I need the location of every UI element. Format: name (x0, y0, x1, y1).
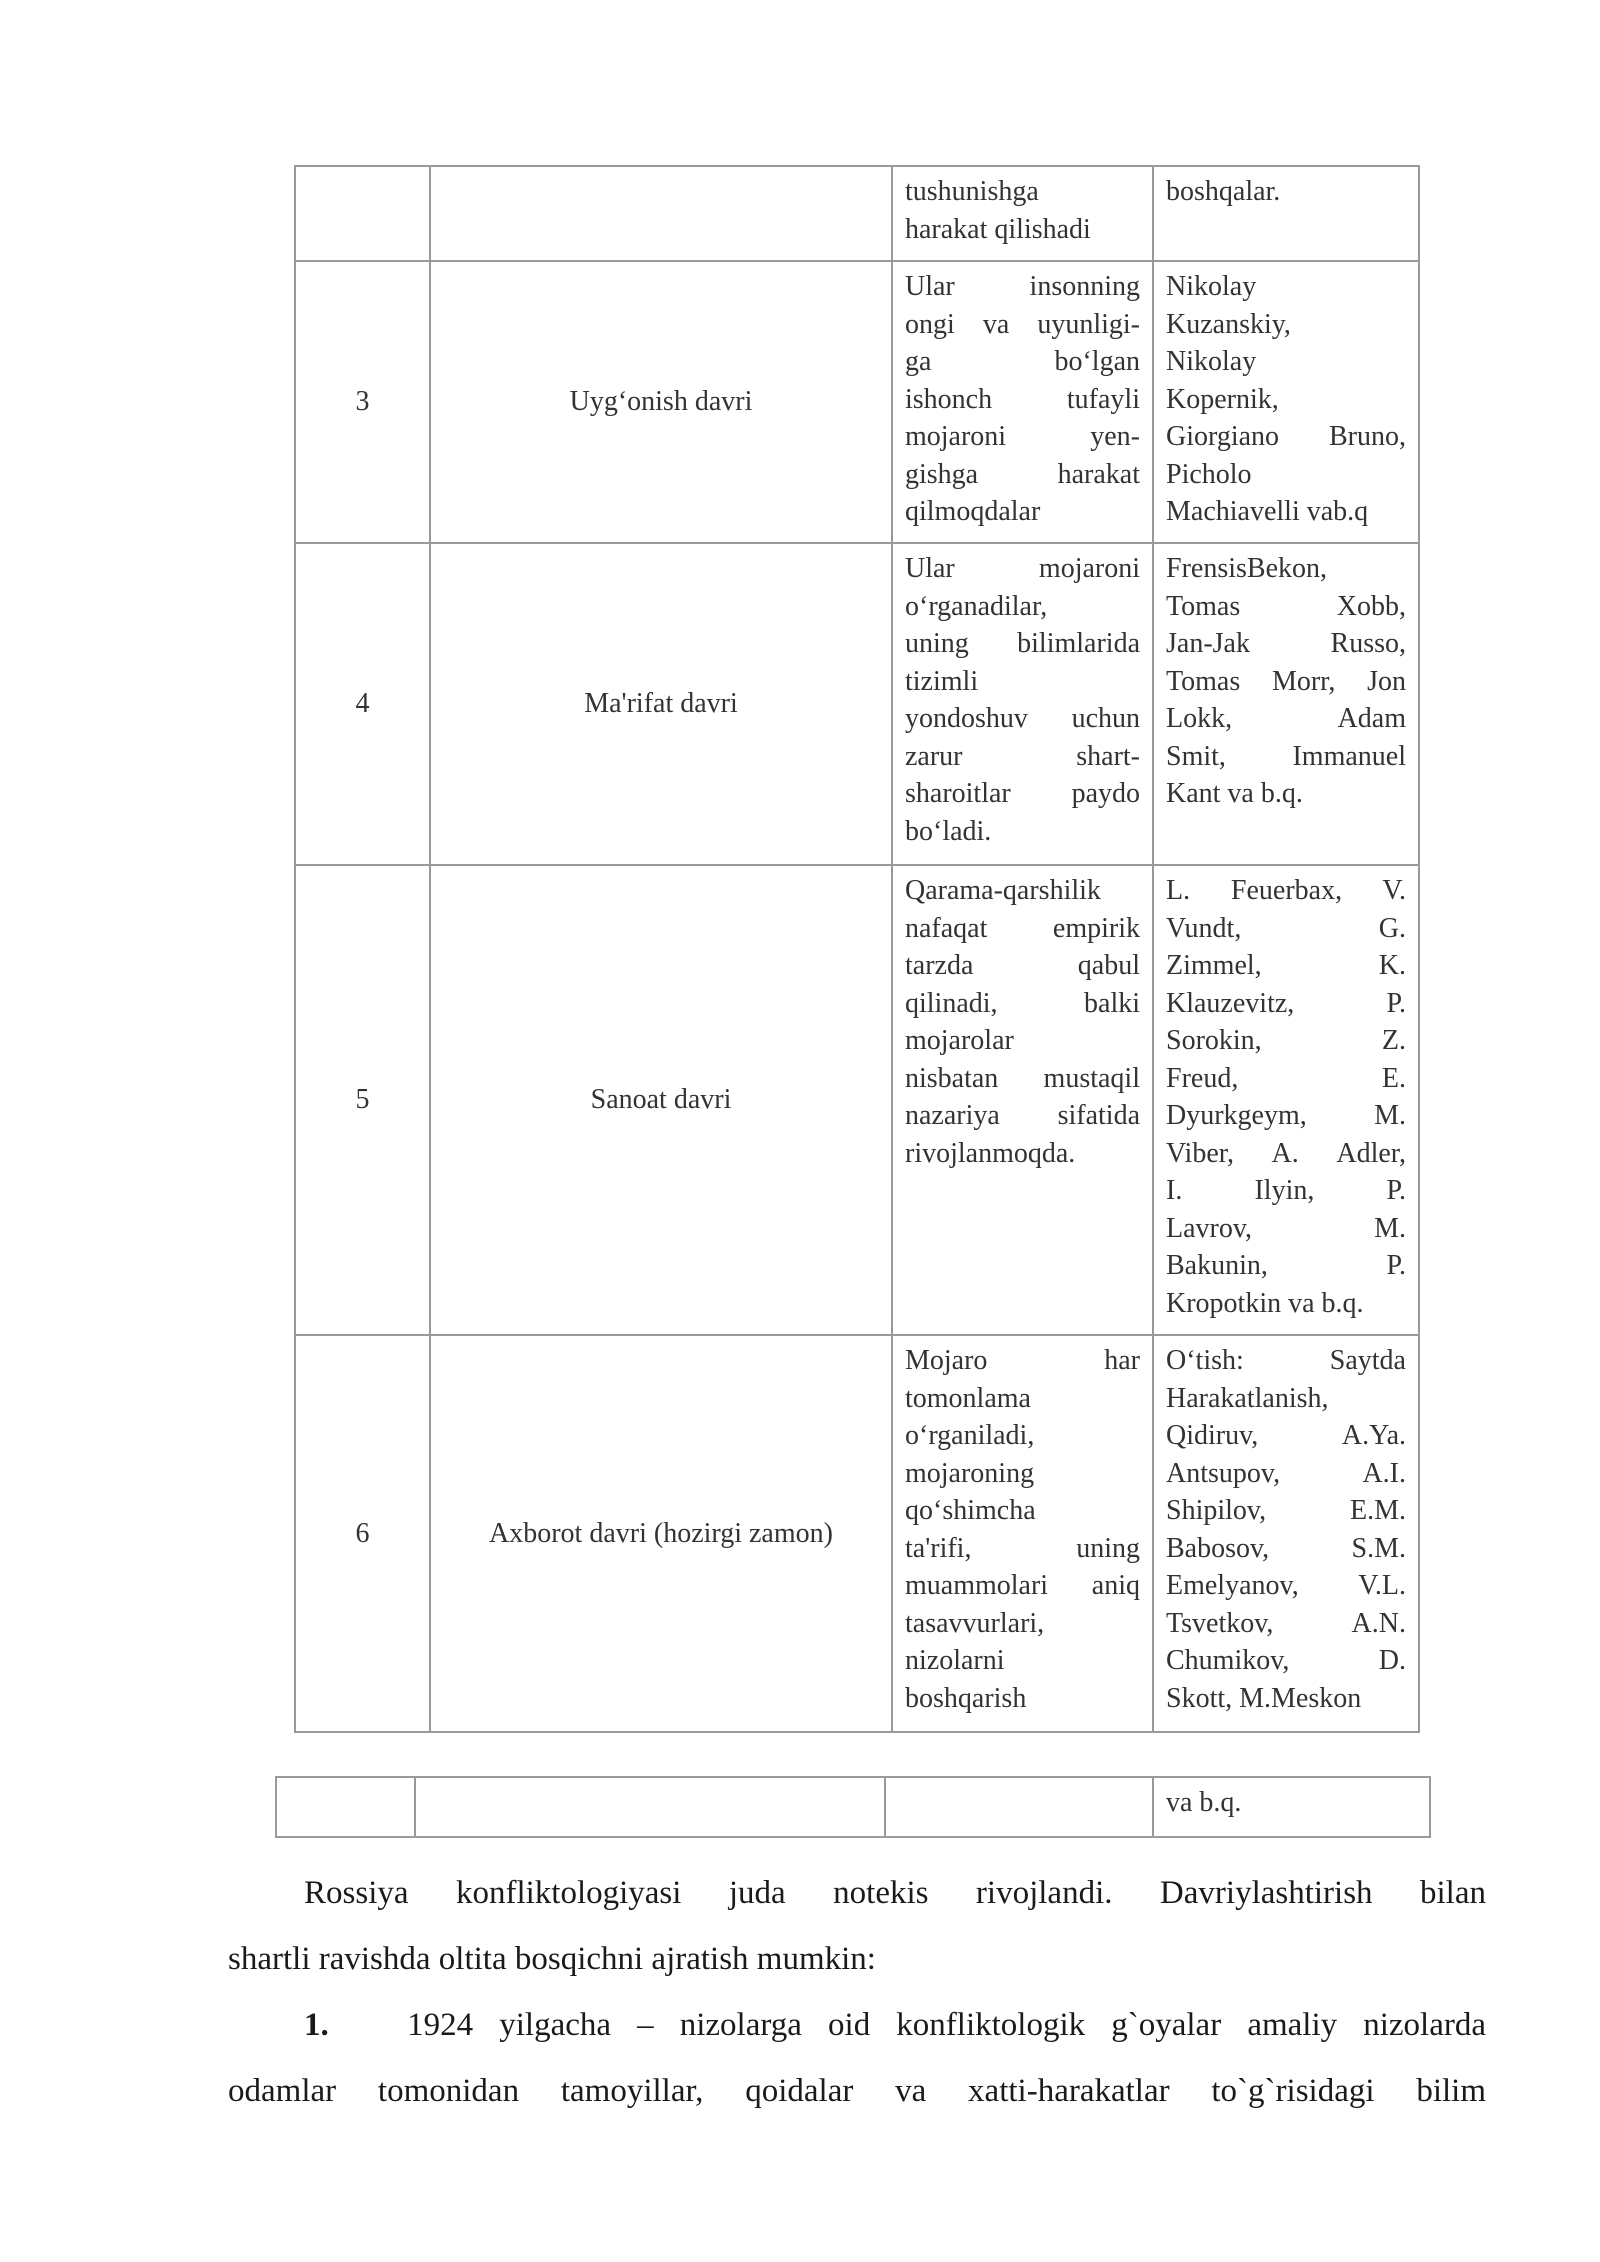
names-line: L. Feuerbax, V. (1166, 875, 1406, 906)
table-row (295, 865, 1419, 1335)
list-number: 1. (304, 2007, 329, 2043)
cell-number (295, 1335, 430, 1732)
table-row (295, 1335, 1419, 1732)
names-line: Tomas Morr, Jon (1166, 665, 1406, 697)
continuation-row (276, 1777, 1430, 1837)
names-line: Picholo (1166, 458, 1252, 490)
table-row (295, 543, 1419, 865)
description-line: tizimli (905, 665, 979, 697)
cell-description (892, 1335, 1153, 1732)
names-line: Chumikov, D. (1166, 1645, 1406, 1676)
cell-description (892, 166, 1153, 261)
period-name: Ma'rifat davri (584, 688, 738, 720)
cell-names (1153, 166, 1419, 261)
description-line: gishga harakat (905, 458, 1140, 490)
names-text: va b.q. (1166, 1787, 1242, 1818)
period-name: Uyg‘onish davri (569, 386, 753, 418)
paragraph-line (228, 1992, 1486, 2058)
names-line: Smit, Immanuel (1166, 740, 1406, 772)
names-line: Qidiruv, A.Ya. (1166, 1420, 1406, 1451)
names-line: Skott, M.Meskon (1166, 1682, 1362, 1714)
description-line: nafaqat empirik (905, 912, 1140, 944)
description-line: rivojlanmoqda. (905, 1137, 1076, 1169)
names-line: Emelyanov, V.L. (1166, 1570, 1406, 1601)
names-line: Dyurkgeym, M. (1166, 1100, 1406, 1131)
description-line: tasavvurlari, (905, 1607, 1045, 1639)
paragraph-intro (228, 1860, 1486, 1992)
names-line: Giorgiano Bruno, (1166, 421, 1406, 452)
description-line: nizolarni (905, 1645, 1005, 1676)
description-line: ishonch tufayli (905, 383, 1140, 415)
historical-periods-table (294, 165, 1420, 1733)
period-name: Sanoat davri (590, 1084, 732, 1116)
description-line: qo‘shimcha (905, 1495, 1036, 1526)
cell-empty (885, 1777, 1153, 1837)
row-number: 4 (355, 688, 370, 720)
row-number: 6 (355, 1517, 370, 1549)
names-line: Machiavelli vab.q (1166, 496, 1369, 527)
description-line: o‘rganiladi, (905, 1420, 1035, 1451)
cell-number (295, 166, 430, 261)
description-line: qilinadi, balki (905, 987, 1140, 1019)
cell-period (430, 261, 892, 543)
names-line: Shipilov, E.M. (1166, 1495, 1406, 1526)
names-line: boshqalar. (1166, 176, 1281, 207)
names-line: Kant va b.q. (1166, 778, 1303, 809)
paragraph-item-1 (228, 1992, 1486, 2124)
description-line: harakat qilishadi (905, 213, 1091, 245)
cell-number (295, 543, 430, 865)
description-line: qilmoqdalar (905, 496, 1041, 527)
names-line: Bakunin, P. (1166, 1250, 1406, 1281)
description-line: nisbatan mustaqil (905, 1062, 1140, 1094)
list-text: 1924 yilgacha – nizolarga oid konfliktologik g`oyalar amaliy nizolarda (407, 2007, 1486, 2043)
description-line: zarur shart- (905, 740, 1140, 772)
cell-description (892, 261, 1153, 543)
table-row (295, 166, 1419, 261)
names-line: Tomas Xobb, (1166, 590, 1406, 622)
cell-names (1153, 543, 1419, 865)
names-line: Freud, E. (1166, 1062, 1406, 1094)
description-line: Ular insonning (905, 271, 1140, 302)
description-line: o‘rganadilar, (905, 590, 1048, 622)
description-line: mojaroni yen- (905, 421, 1140, 452)
names-line: Antsupov, A.I. (1166, 1457, 1406, 1489)
cell-number (295, 865, 430, 1335)
names-line: O‘tish: Saytda (1166, 1345, 1406, 1376)
description-line: mojarolar (905, 1025, 1014, 1056)
cell-period (430, 166, 892, 261)
cell-period (430, 865, 892, 1335)
paragraph-line: shartli ravishda oltita bosqichni ajratish mumkin: (228, 1941, 876, 1977)
description-line: Mojaro har (905, 1345, 1140, 1376)
names-line: Lavrov, M. (1166, 1212, 1406, 1244)
names-line: FrensisBekon, (1166, 553, 1327, 584)
description-line: tomonlama (905, 1382, 1031, 1414)
description-line: boshqarish (905, 1682, 1027, 1714)
names-line: Klauzevitz, P. (1166, 987, 1406, 1019)
cell-names (1153, 261, 1419, 543)
continuation-table (275, 1776, 1431, 1838)
names-line: Jan-Jak Russo, (1166, 628, 1406, 659)
description-line: Ular mojaroni (905, 553, 1140, 584)
names-line: Kuzanskiy, (1166, 308, 1291, 340)
description-line: nazariya sifatida (905, 1100, 1140, 1131)
cell-description (892, 865, 1153, 1335)
names-line: Viber, A. Adler, (1166, 1137, 1406, 1169)
description-line: ongi va uyunligi- (905, 308, 1140, 340)
names-line: Kopernik, (1166, 383, 1279, 415)
period-name: Axborot davri (hozirgi zamon) (489, 1517, 833, 1549)
cell-names (1153, 1777, 1430, 1837)
description-line: tushunishga (905, 176, 1039, 207)
cell-names (1153, 865, 1419, 1335)
description-line: Qarama-qarshilik (905, 875, 1101, 906)
description-line: sharoitlar paydo (905, 778, 1140, 809)
table-body (295, 166, 1419, 1732)
names-line: Lokk, Adam (1166, 703, 1406, 734)
description-line: uning bilimlarida (905, 628, 1140, 659)
names-line: Tsvetkov, A.N. (1166, 1607, 1406, 1639)
names-line: Harakatlanish, (1166, 1382, 1329, 1414)
row-number: 3 (355, 386, 370, 418)
paragraph-line: odamlar tomonidan tamoyillar, qoidalar va xatti-harakatlar to`g`risidagi bilim (228, 2073, 1486, 2109)
cell-period (430, 543, 892, 865)
names-line: Sorokin, Z. (1166, 1025, 1406, 1056)
names-line: Nikolay (1166, 271, 1257, 302)
row-number: 5 (355, 1084, 370, 1116)
cell-period (430, 1335, 892, 1732)
names-line: I. Ilyin, P. (1166, 1175, 1406, 1206)
description-line: yondoshuv uchun (905, 703, 1140, 734)
description-line: tarzda qabul (905, 950, 1140, 981)
description-line: muammolari aniq (905, 1570, 1140, 1601)
cell-description (892, 543, 1153, 865)
names-line: Nikolay (1166, 346, 1257, 377)
names-line: Zimmel, K. (1166, 950, 1406, 981)
cell-names (1153, 1335, 1419, 1732)
names-line: Vundt, G. (1166, 912, 1406, 944)
description-line: bo‘ladi. (905, 815, 992, 847)
names-line: Kropotkin va b.q. (1166, 1287, 1364, 1319)
description-line: ta'rifi, uning (905, 1532, 1140, 1564)
cell-empty (276, 1777, 415, 1837)
description-line: ga bo‘lgan (905, 346, 1140, 377)
description-line: mojaroning (905, 1457, 1035, 1489)
paragraph-line: Rossiya konfliktologiyasi juda notekis rivojlandi. Davriylashtirish bilan (304, 1875, 1486, 1911)
cell-empty (415, 1777, 885, 1837)
table-row (295, 261, 1419, 543)
cell-number (295, 261, 430, 543)
names-line: Babosov, S.M. (1166, 1532, 1406, 1564)
